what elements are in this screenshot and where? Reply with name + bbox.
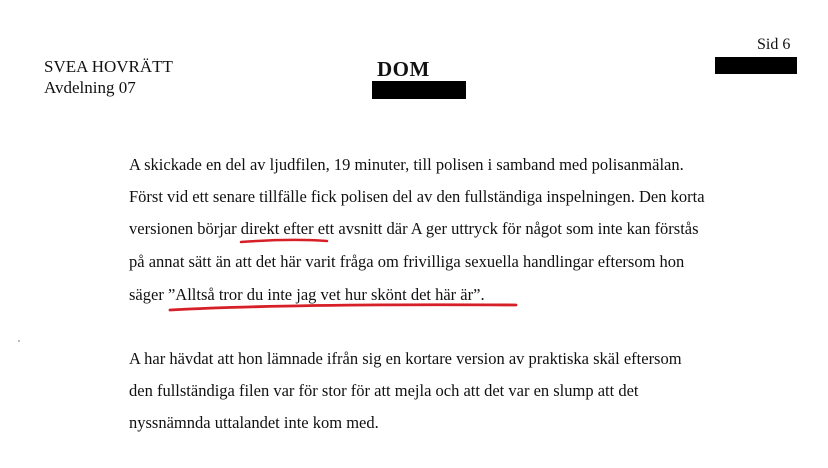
red-underline-stroke (166, 301, 520, 313)
court-name: SVEA HOVRÄTT (44, 57, 173, 76)
paragraph-1-line-2: Först vid ett senare tillfälle fick polisen del av den fullständiga inspelningen. Den korta (129, 187, 705, 206)
paragraph-1-line-1: A skickade en del av ljudfilen, 19 minuter, till polisen i samband med polisanmälan. (129, 155, 684, 174)
scan-speck (18, 340, 20, 342)
paragraph-1-line-4: på annat sätt än att det här varit fråga om frivilliga sexuella handlingar eftersom hon (129, 252, 685, 271)
paragraph-1-line-3 (129, 219, 699, 239)
document-title: DOM (377, 57, 430, 81)
underlined-phrase-text: direkt efter (240, 219, 314, 238)
underlined-quote-text: ”Alltså tror du inte jag vet hur skönt det här är” (167, 285, 481, 304)
paragraph-2-line-1: A har hävdat att hon lämnade ifrån sig en kortare version av praktiska skäl eftersom (129, 349, 682, 368)
underlined-phrase-direkt-efter (241, 219, 314, 239)
redaction-bar-page (715, 57, 797, 74)
line-5-text-before: säger (129, 285, 168, 304)
page-number: Sid 6 (757, 36, 791, 53)
redaction-bar-title (372, 81, 466, 99)
line-3-text-before: versionen börjar (129, 219, 241, 238)
paragraph-2-line-3: nyssnämnda uttalandet inte kom med. (129, 413, 379, 432)
underlined-quote (168, 285, 481, 305)
line-3-text-after: ett avsnitt där A ger uttryck för något som inte kan förstås (313, 219, 699, 238)
red-underline-stroke (239, 237, 331, 247)
line-5-text-after: . (480, 285, 485, 304)
paragraph-2-line-2: den fullständiga filen var för stor för att mejla och att det var en slump att det (129, 381, 639, 400)
paragraph-1-line-5 (129, 285, 485, 305)
department: Avdelning 07 (44, 78, 136, 97)
